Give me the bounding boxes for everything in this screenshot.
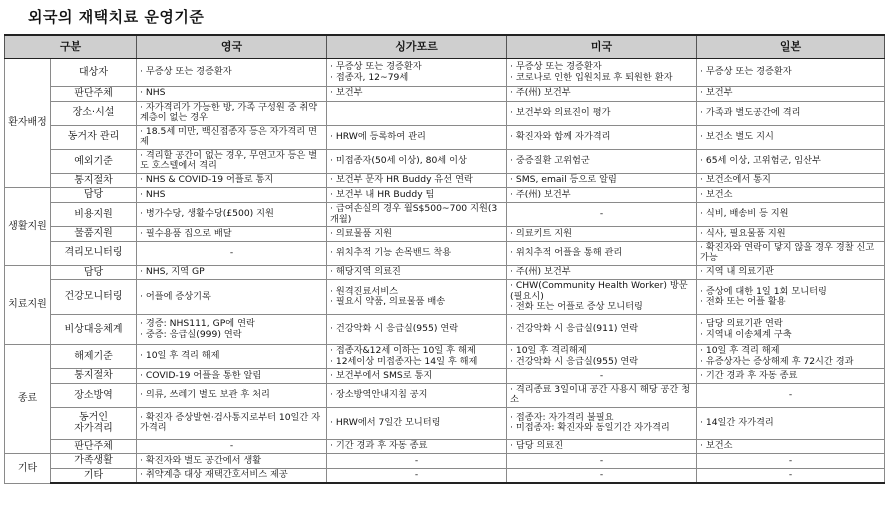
cell-japan: · 보건소에서 통지 (697, 173, 885, 188)
cell-uk: · 병가수당, 생활수당(£500) 지원 (137, 202, 327, 226)
cell-usa: · 10일 후 격리해제 · 건강악화 시 응급실(955) 연락 (507, 345, 697, 369)
cell-uk: · 확진자와 별도 공간에서 생활 (137, 454, 327, 469)
cell-uk: · 취약계층 대상 재택간호서비스 제공 (137, 468, 327, 483)
cell-japan: · 증상에 대한 1일 1회 모니터링 · 전화 또는 어플 활용 (697, 280, 885, 315)
row-label: 장소·시설 (51, 101, 137, 125)
cell-japan: - (697, 383, 885, 407)
cell-japan: · 확진자와 연락이 닿지 않을 경우 경찰 신고 가능 (697, 241, 885, 265)
table-row (5, 87, 885, 102)
section-category: 생활지원 (5, 188, 51, 265)
cell-singapore: · 보건부 (327, 87, 507, 102)
cell-usa: · 격리종료 3일이내 공간 사용시 해당 공간 청소 (507, 383, 697, 407)
cell-usa: · 위치추적 어플을 통해 관리 (507, 241, 697, 265)
row-label: 동거인 자가격리 (51, 407, 137, 439)
cell-singapore: · HRW에 등록하여 관리 (327, 125, 507, 149)
cell-singapore: · 미접종자(50세 이상), 80세 이상 (327, 149, 507, 173)
table-row (5, 188, 885, 203)
cell-usa: · CHW(Community Health Worker) 방문(필요시) · 전화 또는 어플로 증상 모니터링 (507, 280, 697, 315)
cell-singapore: · 해당지역 의료진 (327, 265, 507, 280)
table-row (5, 173, 885, 188)
table-row (5, 202, 885, 226)
table-row (5, 315, 885, 345)
cell-singapore (327, 101, 507, 125)
row-label: 격리모니터링 (51, 241, 137, 265)
cell-usa: · 보건부와 의료진이 평가 (507, 101, 697, 125)
section-category: 치료지원 (5, 265, 51, 344)
cell-singapore: · 위치추적 기능 손목밴드 착용 (327, 241, 507, 265)
cell-japan: · 10일 후 격리 해제 · 유증상자는 증상해제 후 72시간 경과 (697, 345, 885, 369)
cell-usa: · 무증상 또는 경증환자 · 코로나로 인한 입원치료 후 퇴원한 환자 (507, 59, 697, 87)
cell-japan: · 가족과 별도공간에 격리 (697, 101, 885, 125)
cell-japan: · 담당 의료기관 연락 · 지역내 이송체계 구축 (697, 315, 885, 345)
header-singapore: 싱가포르 (327, 35, 507, 59)
table-row (5, 241, 885, 265)
cell-usa: - (507, 454, 697, 469)
cell-singapore: - (327, 468, 507, 483)
cell-singapore: · 급여손실의 경우 월S$500~700 지원(3개월) (327, 202, 507, 226)
row-label: 건강모니터링 (51, 280, 137, 315)
cell-usa: · 담당 의료진 (507, 439, 697, 454)
table-row (5, 280, 885, 315)
row-label: 비상대응체계 (51, 315, 137, 345)
cell-usa: · 주(州) 보건부 (507, 265, 697, 280)
table-row (5, 149, 885, 173)
row-label: 판단주체 (51, 439, 137, 454)
cell-japan: · 지역 내 의료기관 (697, 265, 885, 280)
cell-usa: · 건강악화 시 응급실(911) 연락 (507, 315, 697, 345)
table-row (5, 439, 885, 454)
cell-singapore: · 보건부에서 SMS로 통지 (327, 369, 507, 384)
row-label: 담당 (51, 265, 137, 280)
row-label: 물품지원 (51, 227, 137, 242)
table-row (5, 345, 885, 369)
cell-japan: · 65세 이상, 고위험군, 임산부 (697, 149, 885, 173)
cell-usa: · 확진자와 함께 자가격리 (507, 125, 697, 149)
row-label: 장소방역 (51, 383, 137, 407)
table-row (5, 454, 885, 469)
cell-uk: · 10일 후 격리 해제 (137, 345, 327, 369)
cell-singapore: - (327, 454, 507, 469)
cell-singapore: · 보건부 내 HR Buddy 팀 (327, 188, 507, 203)
cell-uk: · 자가격리가 가능한 방, 가족 구성원 중 취약계층이 없는 경우 (137, 101, 327, 125)
cell-uk: · 격리할 공간이 없는 경우, 무연고자 등은 별도 호스텔에서 격리 (137, 149, 327, 173)
cell-singapore: · 보건부 문자 HR Buddy 유선 연락 (327, 173, 507, 188)
cell-japan: · 식비, 배송비 등 지원 (697, 202, 885, 226)
cell-uk: · NHS, 지역 GP (137, 265, 327, 280)
row-label: 예외기준 (51, 149, 137, 173)
cell-uk: · 경증: NHS111, GP에 연락 · 중증: 응급실(999) 연락 (137, 315, 327, 345)
cell-uk: · COVID-19 어플을 통한 알림 (137, 369, 327, 384)
row-label: 해제기준 (51, 345, 137, 369)
table-body (5, 59, 885, 484)
cell-usa: - (507, 369, 697, 384)
table-row (5, 407, 885, 439)
row-label: 대상자 (51, 59, 137, 87)
table-row (5, 125, 885, 149)
document-title: 외국의 재택치료 운영기준 (28, 8, 205, 26)
cell-uk: · 어플에 증상기록 (137, 280, 327, 315)
cell-singapore: · 원격진료서비스 · 필요시 약품, 의료물품 배송 (327, 280, 507, 315)
cell-usa: · 접종자: 자가격리 불필요 · 미접종자: 확진자와 동일기간 자가격리 (507, 407, 697, 439)
section-category: 기타 (5, 454, 51, 484)
header-category: 구분 (5, 35, 137, 59)
row-label: 가족생활 (51, 454, 137, 469)
cell-uk: · NHS (137, 87, 327, 102)
section-category: 종료 (5, 345, 51, 454)
row-label: 통지절차 (51, 369, 137, 384)
row-label: 동거자 관리 (51, 125, 137, 149)
cell-japan: · 식사, 필요물품 지원 (697, 227, 885, 242)
cell-japan: · 무증상 또는 경증환자 (697, 59, 885, 87)
header-uk: 영국 (137, 35, 327, 59)
cell-uk: - (137, 439, 327, 454)
row-label: 비용지원 (51, 202, 137, 226)
cell-singapore: · HRW에서 7일간 모니터링 (327, 407, 507, 439)
cell-uk: · 필수용품 집으로 배달 (137, 227, 327, 242)
cell-usa: · 주(州) 보건부 (507, 188, 697, 203)
cell-singapore: · 기간 경과 후 자동 종료 (327, 439, 507, 454)
cell-usa: - (507, 202, 697, 226)
cell-japan: · 기간 경과 후 자동 종료 (697, 369, 885, 384)
table-header-row (5, 35, 885, 59)
header-usa: 미국 (507, 35, 697, 59)
cell-japan: · 보건소 (697, 188, 885, 203)
cell-japan: · 보건소 (697, 439, 885, 454)
home-treatment-table (4, 34, 885, 484)
cell-uk: · 무증상 또는 경증환자 (137, 59, 327, 87)
cell-uk: - (137, 241, 327, 265)
table-row (5, 468, 885, 483)
cell-singapore: · 무증상 또는 경증환자 · 접종자, 12~79세 (327, 59, 507, 87)
cell-usa: · 의료키트 지원 (507, 227, 697, 242)
cell-usa: · SMS, email 등으로 알림 (507, 173, 697, 188)
cell-usa: - (507, 468, 697, 483)
cell-uk: · 확진자 증상발현·검사통지로부터 10일간 자가격리 (137, 407, 327, 439)
cell-singapore: · 접종자&12세 이하는 10일 후 해제 · 12세이상 미접종자는 14일 후 해제 (327, 345, 507, 369)
table-row (5, 383, 885, 407)
table-row (5, 227, 885, 242)
cell-usa: · 중증질환 고위험군 (507, 149, 697, 173)
row-label: 판단주체 (51, 87, 137, 102)
cell-japan: - (697, 454, 885, 469)
cell-uk: · NHS & COVID-19 어플로 통지 (137, 173, 327, 188)
row-label: 기타 (51, 468, 137, 483)
cell-japan: · 보건부 (697, 87, 885, 102)
table-row (5, 369, 885, 384)
cell-uk: · NHS (137, 188, 327, 203)
row-label: 통지절차 (51, 173, 137, 188)
table-row (5, 59, 885, 87)
cell-japan: · 14일간 자가격리 (697, 407, 885, 439)
cell-uk: · 18.5세 미만, 백신접종자 등은 자가격리 면제 (137, 125, 327, 149)
cell-singapore: · 건강악화 시 응급실(955) 연락 (327, 315, 507, 345)
table-row (5, 101, 885, 125)
cell-singapore: · 의료물품 지원 (327, 227, 507, 242)
header-japan: 일본 (697, 35, 885, 59)
cell-japan: · 보건소 별도 지시 (697, 125, 885, 149)
cell-singapore: · 장소방역안내지침 공지 (327, 383, 507, 407)
cell-japan: - (697, 468, 885, 483)
cell-uk: · 의류, 쓰레기 별도 보관 후 처리 (137, 383, 327, 407)
cell-usa: · 주(州) 보건부 (507, 87, 697, 102)
table-row (5, 265, 885, 280)
section-category: 환자배정 (5, 59, 51, 188)
row-label: 담당 (51, 188, 137, 203)
